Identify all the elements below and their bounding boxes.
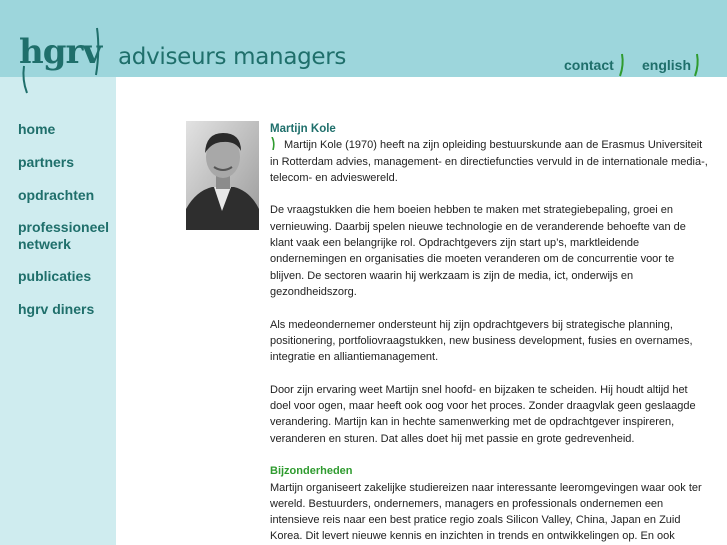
nav-opdrachten[interactable]: opdrachten [18,187,95,203]
profile-paragraph-2: De vraagstukken die hem boeien hebben te maken met strategiebepaling, groei en vernieuwing. Daarbij spelen nieuwe technologie en de veranderende behoefte van de klant vaak een belangrijke rol. Opdrachtgevers zijn start up’s, marktleidende ondernemingen en organisaties die moeten veranderen om de concurrentie voor te blijven. De sectoren waarin hij werkzaam is zijn de media, ict, onderwijs en gezondheidszorg. [270,204,686,298]
profile-paragraph-4: Door zijn ervaring weet Martijn snel hoofd- en bijzaken te scheiden. Hij houdt altijd het doel voor ogen, maar heeft ook oog voor het proces. Zonder draagvlak geen geslaagde verandering. Martijn kan in hechte samenwerking met de opdrachtgever inspireren, veranderen en sturen. Dat alles doet hij met passie en grote gedrevenheid. [270,383,696,445]
profile-paragraph-3: Als medeondernemer ondersteunt hij zijn opdrachtgevers bij strategische planning, positionering, portfoliovraagstukken, new business development, fusies en overnames, integratie en alliantiemanagement. [270,318,693,364]
logo[interactable]: hgrv [19,32,102,72]
nav-professioneel-netwerk[interactable]: professioneel netwerk [18,219,110,252]
nav-partners[interactable]: partners [18,154,75,170]
contact-link[interactable]: contact [564,57,614,73]
subheading-bijzonderheden: Bijzonderheden [270,465,353,478]
tick-icon [270,137,276,150]
profile-content [270,121,710,545]
profile-photo [186,121,259,230]
profile-paragraph-5: Martijn organiseert zakelijke studiereizen naar interessante leeromgevingen waar ook ter wereld. Bestuurders, ondernemers, managers en professionals ondernemen een intensieve reis naar een best pratice regio zoals Silicon Valley, China, Japan en Zuid Korea. Dit levert nieuwe kennis en inzichten in trends en ontwikkelingen op. En ook [270,481,702,543]
nav-home[interactable]: home [18,121,56,137]
english-link[interactable]: english [642,57,692,73]
profile-intro: Martijn Kole (1970) heeft na zijn opleiding bestuurskunde aan de Erasmus Universiteit in Rotterdam advies, management- en directiefuncties vervuld in de internationale media-, telecom- en advieswereld. [270,139,708,184]
profile-name: Martijn Kole [270,123,336,135]
tagline: adviseurs managers [118,44,347,70]
logo-mark-icon [0,0,727,100]
nav-publicaties[interactable]: publicaties [18,268,92,284]
nav-hgrv-diners[interactable]: hgrv diners [18,301,95,317]
